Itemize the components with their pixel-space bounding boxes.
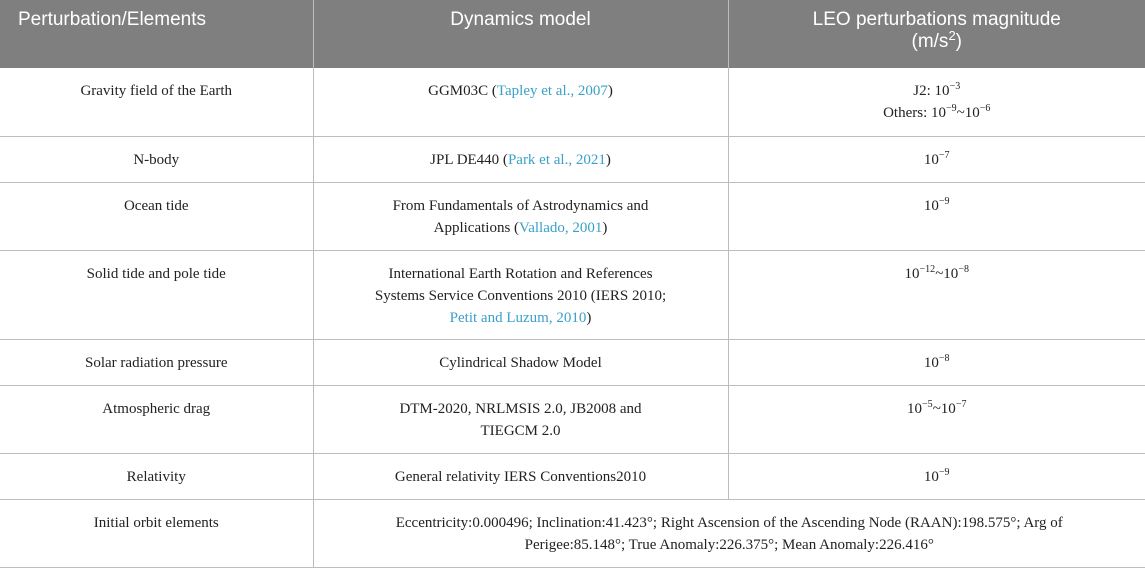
table-row bbox=[0, 339, 1145, 385]
magnitude-cell: J2: $10^{-3}$ Others: $10^{-9}\sim 10^{-6}$ bbox=[728, 68, 1145, 136]
table-row bbox=[0, 385, 1145, 453]
magnitude-cell: $10^{-9}$ bbox=[728, 453, 1145, 499]
model-cell: From Fundamentals of Astrodynamics and Applications (Vallado, 2001) bbox=[313, 182, 728, 250]
element-cell: Solid tide and pole tide bbox=[0, 250, 313, 339]
magnitude-cell: $10^{-8}$ bbox=[728, 339, 1145, 385]
table-row bbox=[0, 68, 1145, 136]
element-cell: Atmospheric drag bbox=[0, 385, 313, 453]
header-magnitude: LEO perturbations magnitude $(m/s^2)$ bbox=[728, 0, 1145, 68]
model-cell: JPL DE440 (Park et al., 2021) bbox=[313, 136, 728, 182]
element-cell: Ocean tide bbox=[0, 182, 313, 250]
element-cell: Solar radiation pressure bbox=[0, 339, 313, 385]
header-perturbation-elements: Perturbation/Elements bbox=[0, 0, 313, 68]
table-row bbox=[0, 182, 1145, 250]
model-cell: International Earth Rotation and References Systems Service Conventions 2010 (IERS 2010; Petit and Luzum, 2010) bbox=[313, 250, 728, 339]
citation-link[interactable]: Petit and Luzum, 2010 bbox=[449, 309, 587, 326]
model-cell: GGM03C (Tapley et al., 2007) bbox=[313, 68, 728, 136]
element-cell: N-body bbox=[0, 136, 313, 182]
magnitude-cell: $10^{-12}\sim 10^{-8}$ bbox=[728, 250, 1145, 339]
element-cell: Initial orbit elements bbox=[0, 499, 313, 567]
element-cell: Relativity bbox=[0, 453, 313, 499]
citation-link[interactable]: Park et al., 2021 bbox=[507, 151, 606, 168]
magnitude-cell: $10^{-7}$ bbox=[728, 136, 1145, 182]
orbit-elements-cell: Eccentricity:0.000496; Inclination:41.423°; Right Ascension of the Ascending Node (RAAN):198.575°; Arg of Perigee:85.148°; True Anomaly:226.375°; Mean Anomaly:226.416° bbox=[313, 499, 1145, 567]
table-row bbox=[0, 250, 1145, 339]
table-row bbox=[0, 453, 1145, 499]
header-row bbox=[0, 0, 1145, 68]
element-cell: Gravity field of the Earth bbox=[0, 68, 313, 136]
model-cell: Cylindrical Shadow Model bbox=[313, 339, 728, 385]
table-row bbox=[0, 499, 1145, 567]
citation-link[interactable]: Vallado, 2001 bbox=[519, 219, 603, 236]
header-dynamics-model: Dynamics model bbox=[313, 0, 728, 68]
model-cell: DTM-2020, NRLMSIS 2.0, JB2008 and TIEGCM 2.0 bbox=[313, 385, 728, 453]
magnitude-cell: $10^{-5}\sim 10^{-7}$ bbox=[728, 385, 1145, 453]
model-cell: General relativity IERS Conventions2010 bbox=[313, 453, 728, 499]
magnitude-cell: $10^{-9}$ bbox=[728, 182, 1145, 250]
citation-link[interactable]: Tapley et al., 2007 bbox=[496, 83, 608, 99]
table-row bbox=[0, 136, 1145, 182]
